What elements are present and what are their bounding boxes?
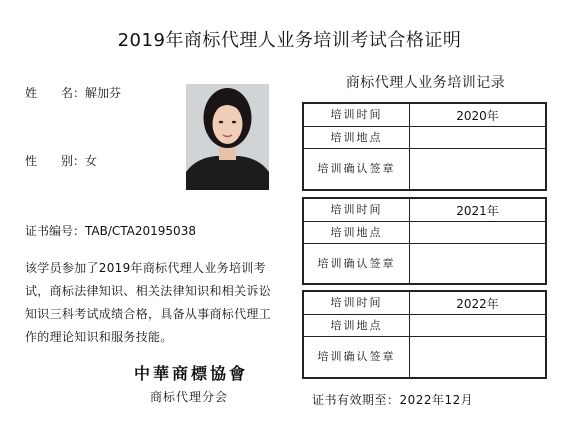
- training-year: 2020年: [410, 104, 545, 127]
- issuer-branch: 商标代理分会: [150, 390, 229, 404]
- training-place-value: [410, 222, 545, 244]
- training-record-title: 商标代理人业务培训记录: [345, 75, 506, 91]
- training-block-2: [302, 197, 547, 285]
- training-block-3: [302, 290, 547, 379]
- name-row: [25, 84, 121, 101]
- issuer-name-logo: 中華商標協會: [134, 364, 249, 383]
- training-year: 2022年: [410, 292, 545, 315]
- gender-row: [25, 152, 97, 169]
- training-block-1: [302, 102, 547, 191]
- certificate-title: 2019年商标代理人业务培训考试合格证明: [117, 30, 462, 51]
- portrait-icon: [186, 84, 269, 190]
- training-place-label: 培训地点: [304, 222, 410, 244]
- training-confirm-value: [410, 149, 545, 189]
- training-time-label: 培训时间: [304, 104, 410, 127]
- training-place-label: 培训地点: [304, 315, 410, 337]
- training-place-value: [410, 127, 545, 149]
- qualification-statement: 该学员参加了2019年商标代理人业务培训考试，商标法律知识、相关法律知识和相关诉讼知识三科考试成绩合格，具备从事商标代理工作的理论知识和服务技能。: [25, 261, 272, 344]
- validity-date: 证书有效期至：2022年12月: [312, 393, 474, 407]
- gender-value: 女: [85, 154, 98, 168]
- training-confirm-label: 培训确认签章: [304, 337, 410, 377]
- name-label: 姓 名：: [25, 86, 86, 100]
- name-value: 解加芬: [85, 86, 122, 100]
- training-time-label: 培训时间: [304, 292, 410, 315]
- training-confirm-value: [410, 244, 545, 283]
- gender-label: 性 别：: [25, 154, 86, 168]
- training-time-label: 培训时间: [304, 199, 410, 222]
- training-year: 2021年: [410, 199, 545, 222]
- cert-number-label: 证书编号：: [25, 224, 86, 238]
- training-place-value: [410, 315, 545, 337]
- training-confirm-value: [410, 337, 545, 377]
- training-place-label: 培训地点: [304, 127, 410, 149]
- portrait-photo: [186, 84, 269, 190]
- training-confirm-label: 培训确认签章: [304, 244, 410, 283]
- cert-number-row: [25, 222, 196, 239]
- training-confirm-label: 培训确认签章: [304, 149, 410, 189]
- cert-number-value: TAB/CTA20195038: [85, 224, 196, 238]
